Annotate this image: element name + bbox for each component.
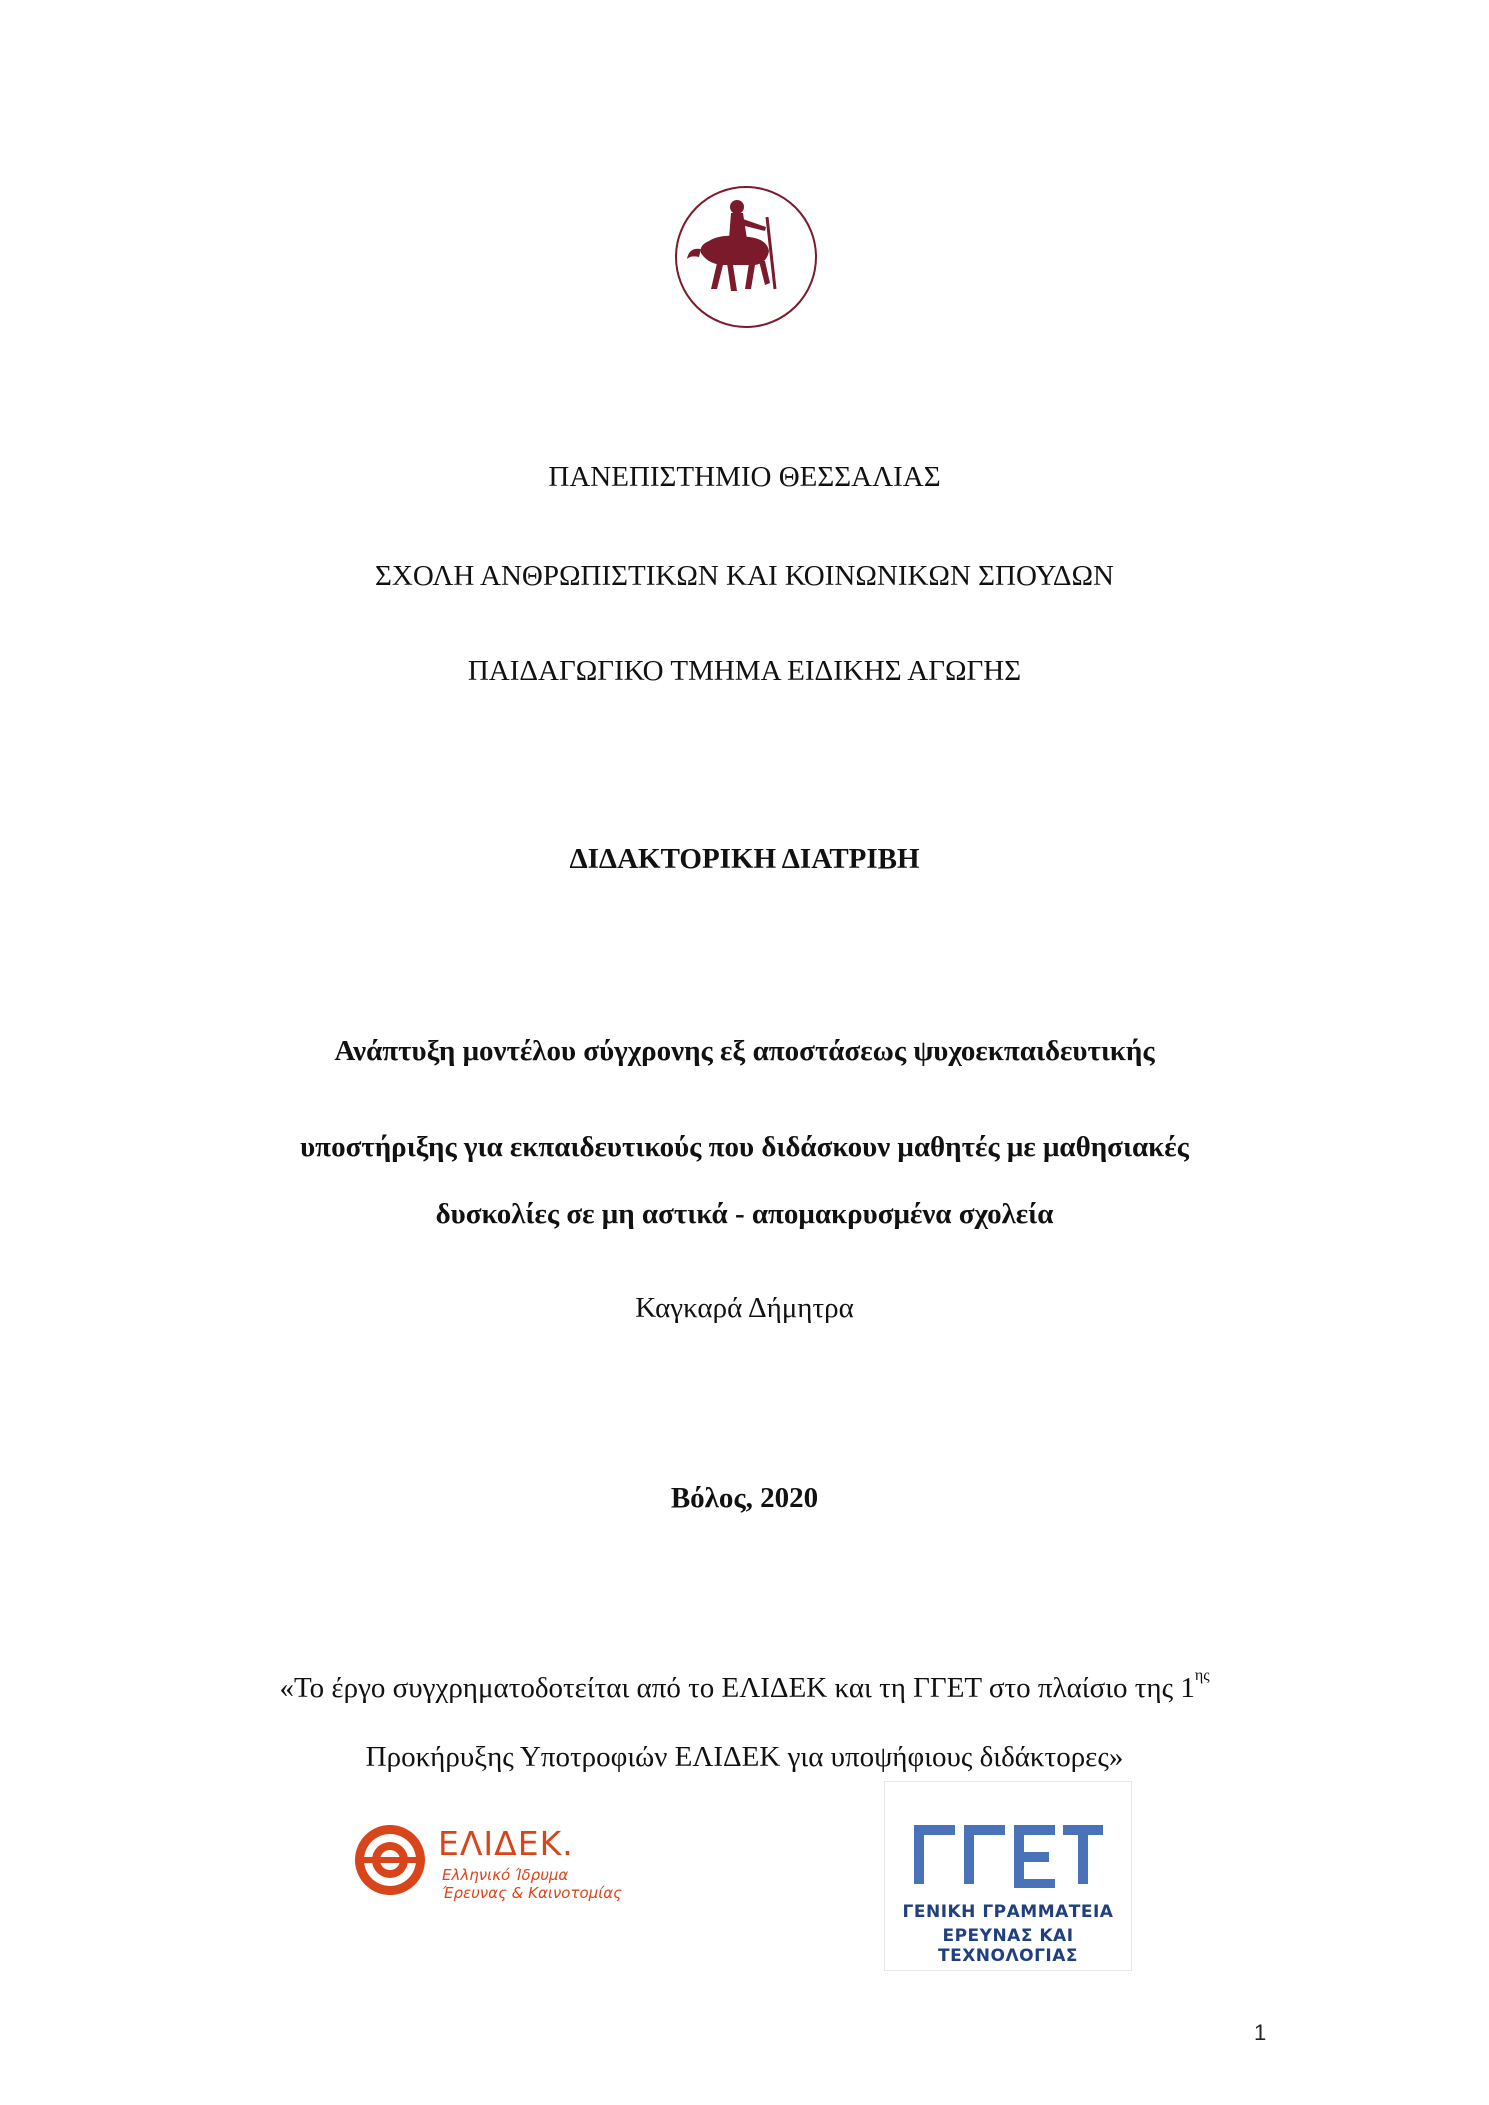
document-type: ΔΙΔΑΚΤΟΡΙΚΗ ΔΙΑΤΡΙΒΗ [569,843,920,875]
elidek-logo [350,1820,630,1900]
thesis-title-line-3: δυσκολίες σε μη αστικά - απομακρυσμένα σχολεία [435,1198,1054,1230]
department-name: ΠΑΙΔΑΓΩΓΙΚΟ ΤΜΗΜΑ ΕΙΔΙΚΗΣ ΑΓΩΓΗΣ [467,655,1022,687]
place-year: Βόλος, 2020 [670,1482,819,1514]
university-name: ΠΑΝΕΠΙΣΤΗΜΙΟ ΘΕΣΣΑΛΙΑΣ [548,461,941,493]
gget-letters-icon [911,1822,1105,1888]
thesis-title-line-2: υποστήριξης για εκπαιδευτικούς που διδάσκουν μαθητές με μαθησιακές [300,1131,1189,1163]
centaur-emblem-icon [671,177,821,337]
page-number: 1 [1254,2020,1267,2045]
thesis-title-line-1: Ανάπτυξη μοντέλου σύγχρονης εξ αποστάσεως ψυχοεκπαιδευτικής [334,1035,1155,1067]
elidek-subtitle-line-2: Έρευνας & Καινοτομίας [442,1884,622,1902]
gget-text-line-2: ΕΡΕΥΝΑΣ ΚΑΙ ΤΕΧΝΟΛΟΓΙΑΣ [937,1926,1079,1966]
elidek-emblem-icon [350,1820,430,1900]
school-name: ΣΧΟΛΗ ΑΝΘΡΩΠΙΣΤΙΚΩΝ ΚΑΙ ΚΟΙΝΩΝΙΚΩΝ ΣΠΟΥΔΩΝ [375,560,1114,592]
gget-logo [884,1781,1132,1971]
ordinal-superscript: ης [1194,1667,1210,1685]
author-name: Καγκαρά Δήμητρα [635,1292,854,1324]
funding-statement-line-1 [0,1667,1489,1705]
elidek-subtitle-line-1: Ελληνικό Ίδρυμα [442,1866,569,1884]
funding-text-1: «Το έργο συγχρηματοδοτείται από το ΕΛΙΔΕΚ και τη ΓΓΕΤ στο πλαίσιο της 1 [279,1672,1195,1704]
gget-text-line-1: ΓΕΝΙΚΗ ΓΡΑΜΜΑΤΕΙΑ [902,1902,1114,1922]
funding-statement-line-2: Προκήρυξης Υποτροφιών ΕΛΙΔΕΚ για υποψήφιους διδάκτορες» [365,1741,1124,1773]
elidek-brand-text: ΕΛΙΔΕΚ. [438,1824,574,1863]
